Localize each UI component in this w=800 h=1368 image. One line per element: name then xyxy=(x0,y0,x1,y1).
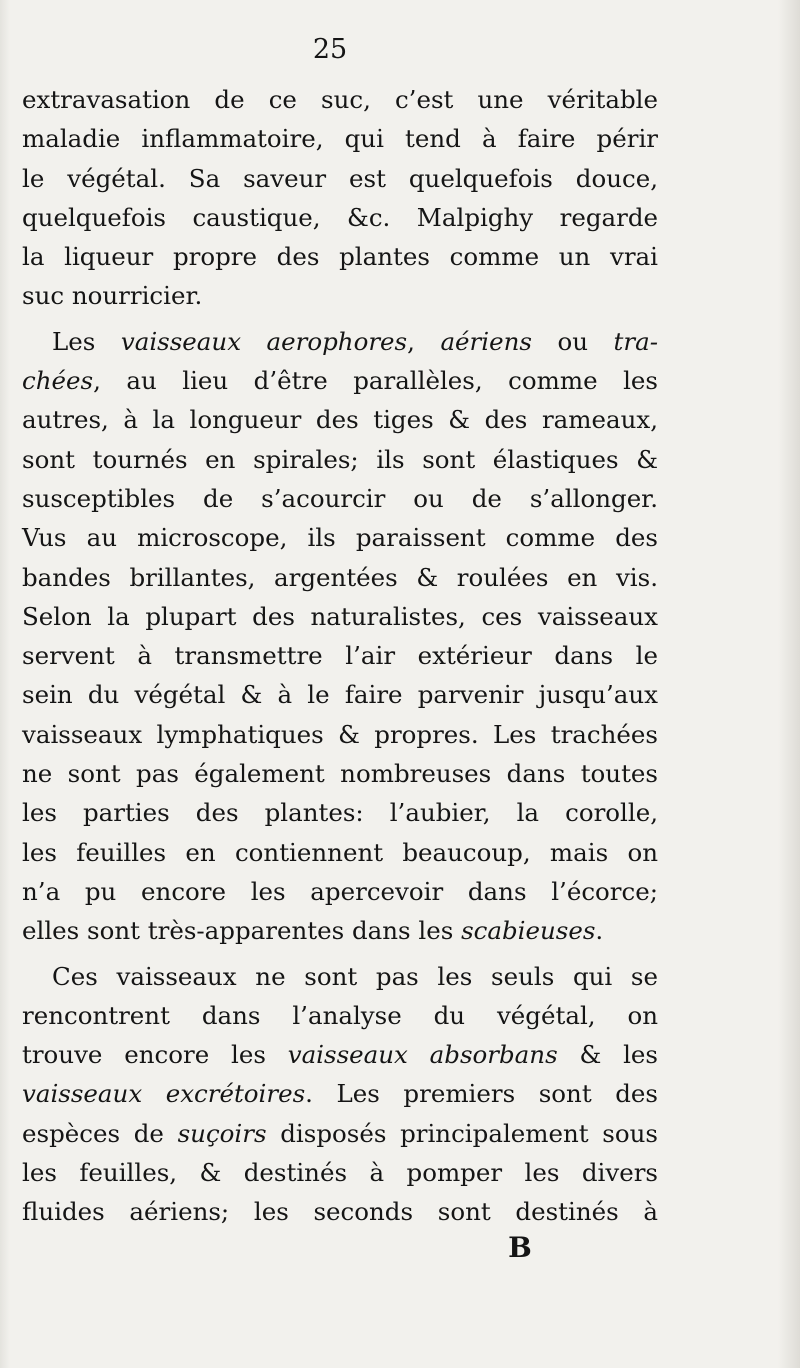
text-line: sont tournés en spirales; ils sont élastiques & xyxy=(22,444,658,474)
text-line: Selon la plupart des naturalistes, ces vaisseaux xyxy=(22,601,658,631)
italic-term: scabieuses xyxy=(461,916,596,946)
italic-term: aériens xyxy=(440,326,532,356)
italic-term: vaisseaux absorbans xyxy=(287,1040,558,1070)
italic-term: vaisseaux excrétoires xyxy=(22,1079,306,1109)
text-line: bandes brillantes, argentées & roulées en vis. xyxy=(22,562,658,592)
italic-term: vaisseaux aerophores xyxy=(120,326,408,356)
text-line: les feuilles en contiennent beaucoup, mais on xyxy=(22,837,658,867)
text-line: autres, à la longueur des tiges & des rameaux, xyxy=(22,405,658,435)
scan-edge-right xyxy=(778,0,800,1368)
text-line: le végétal. Sa saveur est quelquefois douce, xyxy=(22,163,658,193)
text-line: Les vaisseaux aerophores, aériens ou tra- xyxy=(52,326,658,356)
paragraph-1 xyxy=(22,80,658,316)
paragraph-2 xyxy=(22,322,658,951)
text-line: les feuilles, & destinés à pomper les divers xyxy=(22,1158,658,1188)
text-line: sein du végétal & à le faire parvenir jusqu’aux xyxy=(22,680,658,710)
signature-mark: B xyxy=(508,1231,532,1264)
body-text xyxy=(22,80,658,1232)
text-line: les parties des plantes: l’aubier, la corolle, xyxy=(22,798,658,828)
text-line: servent à transmettre l’air extérieur dans le xyxy=(22,641,658,671)
italic-term: tra- xyxy=(613,326,658,356)
text-line: suc nourricier. xyxy=(22,281,203,311)
italic-term: chées xyxy=(22,366,94,396)
page-number: 25 xyxy=(312,34,348,65)
text-line: la liqueur propre des plantes comme un vrai xyxy=(22,242,658,272)
text-line: fluides aériens; les seconds sont destinés à xyxy=(22,1197,658,1227)
text-line: espèces de suçoirs disposés principalement sous xyxy=(22,1118,658,1148)
text-line: vaisseaux excrétoires. Les premiers sont des xyxy=(22,1079,659,1109)
text-line: extravasation de ce suc, c’est une véritable xyxy=(22,85,658,114)
text-line: trouve encore les vaisseaux absorbans & les xyxy=(22,1040,658,1070)
italic-term: suçoirs xyxy=(177,1118,267,1148)
text-line: chées, au lieu d’être parallèles, comme les xyxy=(22,366,658,396)
text-line: Ces vaisseaux ne sont pas les seuls qui se xyxy=(52,961,658,991)
text-line: susceptibles de s’acourcir ou de s’allonger. xyxy=(22,483,658,513)
paragraph-3 xyxy=(22,957,658,1232)
text-line: maladie inflammatoire, qui tend à faire périr xyxy=(22,124,658,154)
text-line: Vus au microscope, ils paraissent comme des xyxy=(22,523,658,553)
text-line: ne sont pas également nombreuses dans toutes xyxy=(22,759,658,789)
text-line: vaisseaux lymphatiques & propres. Les trachées xyxy=(22,719,658,749)
text-line: quelquefois caustique, &c. Malpighy regarde xyxy=(22,202,658,232)
text-line: rencontrent dans l’analyse du végétal, on xyxy=(22,1000,658,1030)
text-line: elles sont très-apparentes dans les scabieuses. xyxy=(22,916,604,946)
scan-edge-left xyxy=(0,0,10,1368)
text-line: n’a pu encore les apercevoir dans l’écorce; xyxy=(22,876,658,906)
